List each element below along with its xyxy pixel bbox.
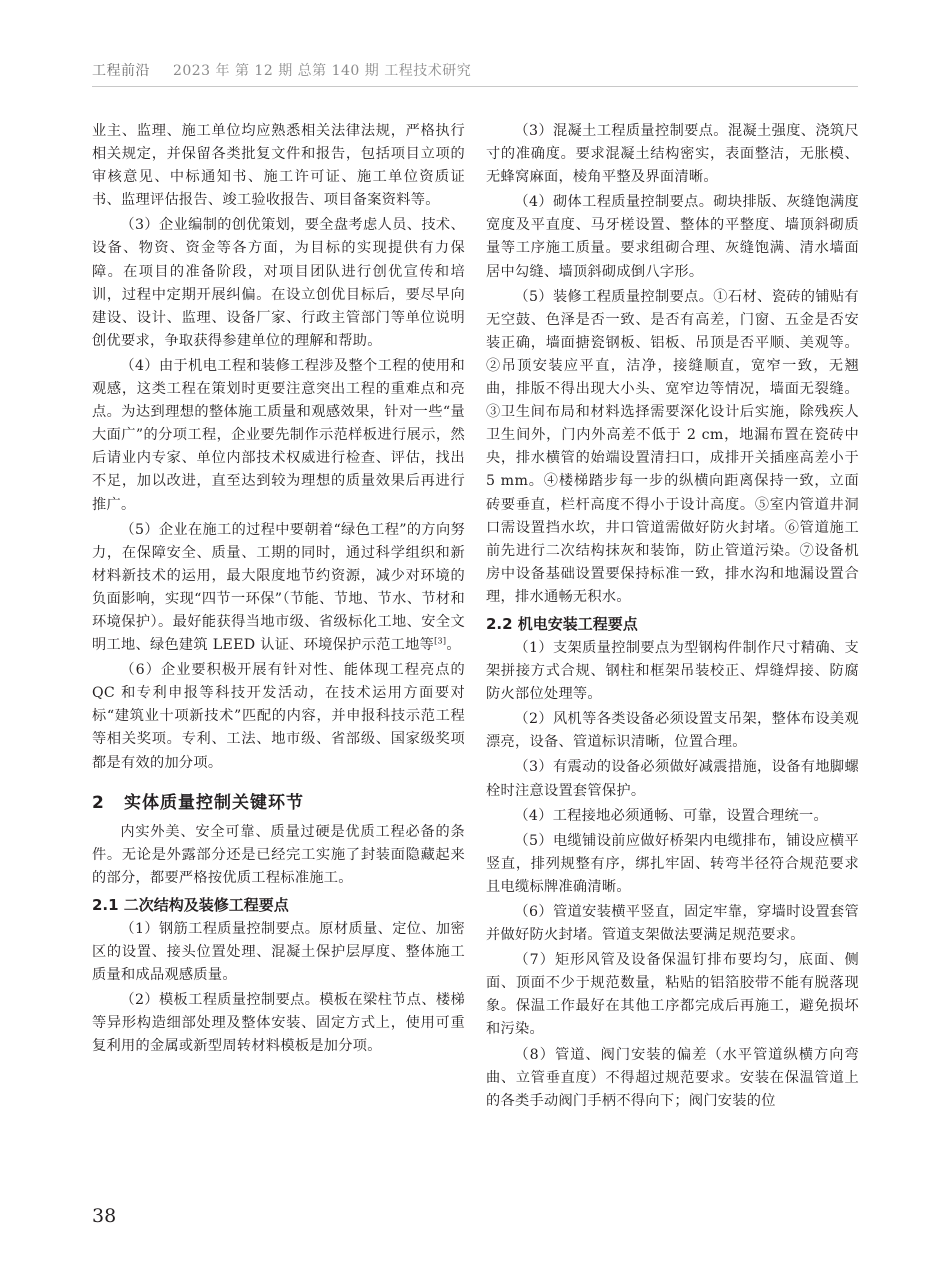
section-2-1-item-2: （2）模板工程质量控制要点。模板在梁柱节点、楼梯等异形构造细部处理及整体安装、固定方式上，使用可重复利用的金属或新型周转材料模板是加分项。 xyxy=(92,992,465,1055)
section-2-number: 2 xyxy=(92,792,105,813)
section-2-1-item-4: （4）砌体工程质量控制要点。砌块排版、灰缝饱满度宽度及平直度、马牙槎设置、整体的平整度、墙顶斜砌质量等工序施工质量。要求组砌合理、灰缝饱满、清水墙面居中勾缝、墙顶斜砌成倒八字形。 xyxy=(486,194,859,280)
section-2-2-item-7: （7）矩形风管及设备保温钉排布要均匀，底面、侧面、顶面不少于规范数量，粘贴的铝箔胶带不能有脱落现象。保温工作最好在其他工序都完成后再施工，避免损坏和污染。 xyxy=(486,952,859,1038)
paragraph-continuation: 业主、监理、施工单位均应熟悉相关法律法规，严格执行相关规定，并保留各类批复文件和报告，包括项目立项的审核意见、中标通知书、施工许可证、施工单位资质证书、监理评估报告、竣工验收报告、项目备案资料等。 xyxy=(92,123,465,209)
section-2-2-item-4: （4）工程接地必须通畅、可靠，设置合理统一。 xyxy=(514,807,828,824)
issue-info: 2023 年 第 12 期 总第 140 期 工程技术研究 xyxy=(172,63,472,79)
header-divider xyxy=(92,86,858,87)
section-2-intro: 内实外美、安全可靠、质量过硬是优质工程必备的条件。无论是外露部分还是已经完工实施了封装面隐藏起来的部分，都要严格按优质工程标准施工。 xyxy=(92,823,465,886)
left-column xyxy=(92,120,465,1058)
paragraph-item-5 xyxy=(92,519,465,658)
paragraph-item-5-end: 。 xyxy=(446,637,461,654)
section-2-1-item-1: （1）钢筋工程质量控制要点。原材质量、定位、加密区的设置、接头位置处理、混凝土保护层厚度、整体施工质量和成品观感质量。 xyxy=(92,920,465,984)
paragraph-item-4: （4）由于机电工程和装修工程涉及整个工程的使用和观感，这类工程在策划时更要注意突出工程的重难点和亮点。为达到理想的整体施工质量和观感效果，针对一些“量大面广”的分项工程，企业要先制作示范样板进行展示，然后请业内专家、单位内部技术权威进行检查、评估，找出不足，加以改进，直至达到较为理想的质量效果后再进行推广。 xyxy=(92,357,465,513)
running-header xyxy=(92,60,471,80)
section-2-2-item-3: （3）有震动的设备必须做好减震措施，设备有地脚螺栓时注意设置套管保护。 xyxy=(486,759,859,799)
section-2-2-item-6: （6）管道安装横平竖直，固定牢靠，穿墙时设置套管并做好防火封堵。管道支架做法要满足规范要求。 xyxy=(486,904,859,944)
page-number: 38 xyxy=(92,1205,117,1227)
section-2-1-item-3: （3）混凝土工程质量控制要点。混凝土强度、浇筑尺寸的准确度。要求混凝土结构密实，表面整洁，无胀模、无蜂窝麻面，棱角平整及界面清晰。 xyxy=(486,123,859,186)
section-2-1-item-5: （5）装修工程质量控制要点。①石材、瓷砖的铺贴有无空鼓、色泽是否一致、是否有高差，门窗、五金是否安装正确，墙面搪瓷钢板、铝板、吊顶是否平顺、美观等。②吊顶安装应平直，洁净，接缝顺直，宽窄一致，无翘曲，排版不得出现大小头、宽窄边等情况，墙面无裂缝。③卫生间布局和材料选择需要深化设计后实施，除残疾人卫生间外，门内外高差不低于 2 cm，地漏布置在瓷砖中央，排水横管的始端设置清扫口，成排开关插座高差小于 5 mm。④楼梯踏步每一步的纵横向距离保持一致，立面砖要垂直，栏杆高度不得小于设计高度。⑤室内管道井洞口需设置挡水坎，井口管道需做好防火封堵。⑥管道施工前先进行二次结构抹灰和装饰，防止管道污染。⑦设备机房中设备基础设置要保持标准一致，排水沟和地漏设置合理，排水通畅无积水。 xyxy=(486,288,859,605)
section-2-2-item-8: （8）管道、阀门安装的偏差（水平管道纵横方向弯曲、立管垂直度）不得超过规范要求。安装在保温管道上的各类手动阀门手柄不得向下；阀门安装的位 xyxy=(486,1046,859,1109)
reference-marker: [3] xyxy=(434,636,447,646)
paragraph-item-6: （6）企业要积极开展有针对性、能体现工程亮点的 QC 和专利申报等科技开发活动，在技术运用方面要对标“建筑业十项新技术”匹配的内容，并申报科技示范工程等相关奖项。专利、工法、地市级、省部级、国家级奖项都是有效的加分项。 xyxy=(92,662,465,771)
paragraph-item-5-text: （5）企业在施工的过程中要朝着“绿色工程”的方向努力，在保障安全、质量、工期的同时，通过科学组织和新材料新技术的运用，最大限度地节约资源，减少对环境的负面影响，实现“四节一环保”（节能、节地、节水、节材和环境保护）。最好能获得当地市级、省级标化工地、安全文明工地、绿色建筑 LEED 认证、环境保护示范工地等 xyxy=(92,521,465,654)
right-column xyxy=(486,120,859,1113)
section-2-2-item-5: （5）电缆铺设前应做好桥架内电缆排布，铺设应横平竖直，排列规整有序，绑扎牢固、转弯半径符合规范要求且电缆标牌准确清晰。 xyxy=(486,832,859,895)
section-2-heading xyxy=(92,788,465,813)
paragraph-item-3: （3）企业编制的创优策划，要全盘考虑人员、技术、设备、物资、资金等各方面，为目标的实现提供有力保障。在项目的准备阶段，对项目团队进行创优宣传和培训，过程中定期开展纠偏。在设立创优目标后，要尽早向建设、设计、监理、设备厂家、行政主管部门等单位说明创优要求，争取获得参建单位的理解和帮助。 xyxy=(92,217,465,349)
section-2-1-heading: 2.1 二次结构及装修工程要点 xyxy=(92,895,289,914)
section-2-2-heading: 2.2 机电安装工程要点 xyxy=(486,614,638,633)
section-2-title: 实体质量控制关键环节 xyxy=(124,792,304,813)
journal-section-label: 工程前沿 xyxy=(92,63,150,79)
section-2-2-item-1: （1）支架质量控制要点为型钢构件制作尺寸精确、支架拼接方式合规、钢柱和框架吊装校正、焊缝焊接、防腐防火部位处理等。 xyxy=(486,639,859,703)
section-2-2-item-2: （2）风机等各类设备必须设置支吊架，整体布设美观漂亮，设备、管道标识清晰，位置合理。 xyxy=(486,711,859,751)
